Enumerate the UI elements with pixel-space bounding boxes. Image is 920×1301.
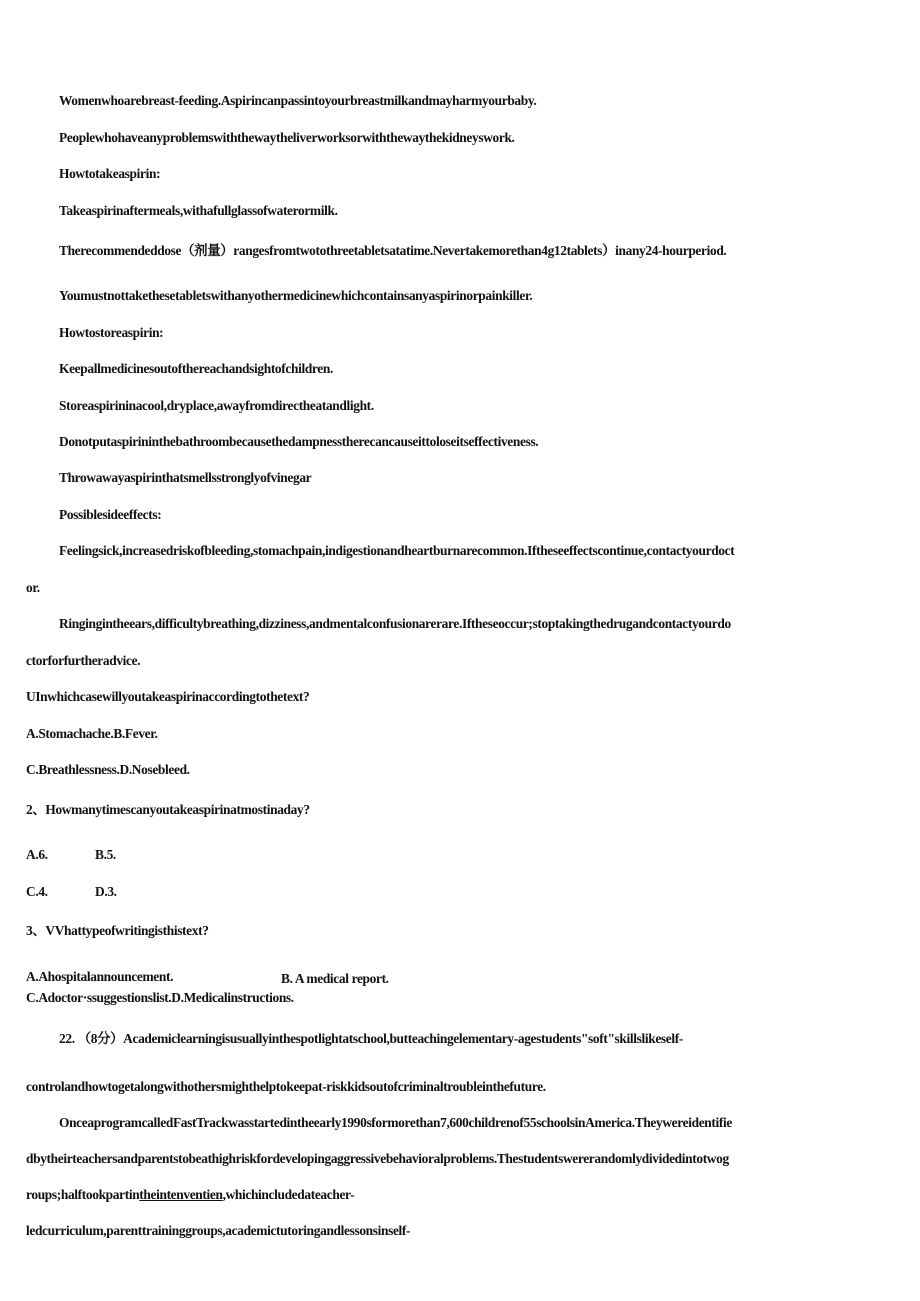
paragraph-take-after-meals: Takeaspirinaftermeals,withafullglassofwaterormilk.: [59, 203, 338, 218]
paragraph-common-effects-line1: Feelingsick,increasedriskofbleeding,stomachpain,indigestionandheartburnarecommon.Iftheseeffectscontinue,contactyourdoct: [59, 543, 735, 558]
question-1-options-cd: C.Breathlessness.D.Nosebleed.: [26, 762, 190, 777]
question-2-option-d: D.3.: [95, 884, 117, 899]
paragraph-store-cool-dry: Storeaspirininacool,dryplace,awayfromdirectheatandlight.: [59, 398, 374, 413]
paragraph-throw-away: Throwawayaspirinthatsmellsstronglyofvinegar: [59, 470, 312, 485]
question-1: UInwhichcasewillyoutakeaspirinaccordingtothetext?: [26, 689, 310, 704]
paragraph-breast-feeding: Womenwhoarebreast-feeding.Aspirincanpassintoyourbreastmilkandmayharmyourbaby.: [59, 93, 537, 108]
question-3: 3、VVhattypeofwritingisthistext?: [26, 923, 209, 938]
question-1-options-ab: A.Stomachache.B.Fever.: [26, 726, 158, 741]
paragraph-no-other-medicine: Youmustnottakethesetabletswithanyothermedicinewhichcontainsanyaspirinorpainkiller.: [59, 288, 533, 303]
paragraph-rare-effects-line1: Ringingintheears,difficultybreathing,dizziness,andmentalconfusionarerare.Iftheseoccur;stoptakingthedrugandcontactyourdo: [59, 616, 731, 631]
section-22-line-5-text: roups;halftookpartin: [26, 1187, 140, 1202]
underlined-word-intervention: theintenventien: [139, 1187, 223, 1202]
question-3-options-cd: C.Adoctor·ssuggestionslist.D.Medicalinstructions.: [26, 990, 294, 1005]
section-22-header: 22. （8分）Academiclearningisusuallyinthespotlightatschool,butteachingelementary-agestudents"soft"skillslikeself-: [59, 1031, 683, 1046]
section-22-line-3: OnceaprogramcalledFastTrackwasstartedintheearly1990sformorethan7,600childrenof55schoolsinAmerica.Theywereidentifie: [59, 1115, 732, 1130]
section-22-line-6: ledcurriculum,parenttraininggroups,academictutoringandlessonsinself-: [26, 1223, 411, 1238]
heading-how-to-take: Howtotakeaspirin:: [59, 166, 161, 181]
section-22-line-2: controlandhowtogetalongwithothersmighthelptokeepat-riskkidsoutofcriminaltroubleinthefuture.: [26, 1079, 546, 1094]
question-2: 2、Howmanytimescanyoutakeaspirinatmostinaday?: [26, 802, 310, 817]
paragraph-rare-effects-line2: ctorforfurtheradvice.: [26, 653, 141, 668]
paragraph-liver-kidney: Peoplewhohaveanyproblemswiththewaytheliverworksorwiththewaythekidneyswork.: [59, 130, 515, 145]
question-2-option-a: A.6.: [26, 847, 48, 862]
paragraph-recommended-dose: Therecommendeddose（剂量）rangesfromtwotothreetabletsatatime.Nevertakemorethan4g12tablets）inany24-hourperiod.: [59, 243, 727, 258]
question-3-option-b: B. A medical report.: [281, 971, 389, 986]
paragraph-not-bathroom: Donotputaspirininthebathroombecausethedampnesstherecancauseittoloseitseffectiveness.: [59, 434, 539, 449]
question-2-option-b: B.5.: [95, 847, 116, 862]
heading-side-effects: Possiblesideeffects:: [59, 507, 162, 522]
question-2-option-c: C.4.: [26, 884, 48, 899]
question-3-option-a: A.Ahospitalannouncement.: [26, 969, 174, 984]
heading-how-to-store: Howtostoreaspirin:: [59, 325, 164, 340]
paragraph-common-effects-line2: or.: [26, 580, 40, 595]
section-22-line-5: [26, 1186, 354, 1204]
section-22-line-5-rest: ,whichincludedateacher-: [222, 1187, 355, 1202]
section-22-line-4: dbytheirteachersandparentstobeathighriskfordevelopingaggressivebehavioralproblems.Thestudentswererandomlydividedintotwog: [26, 1151, 729, 1166]
paragraph-keep-from-children: Keepallmedicinesoutofthereachandsightofchildren.: [59, 361, 333, 376]
